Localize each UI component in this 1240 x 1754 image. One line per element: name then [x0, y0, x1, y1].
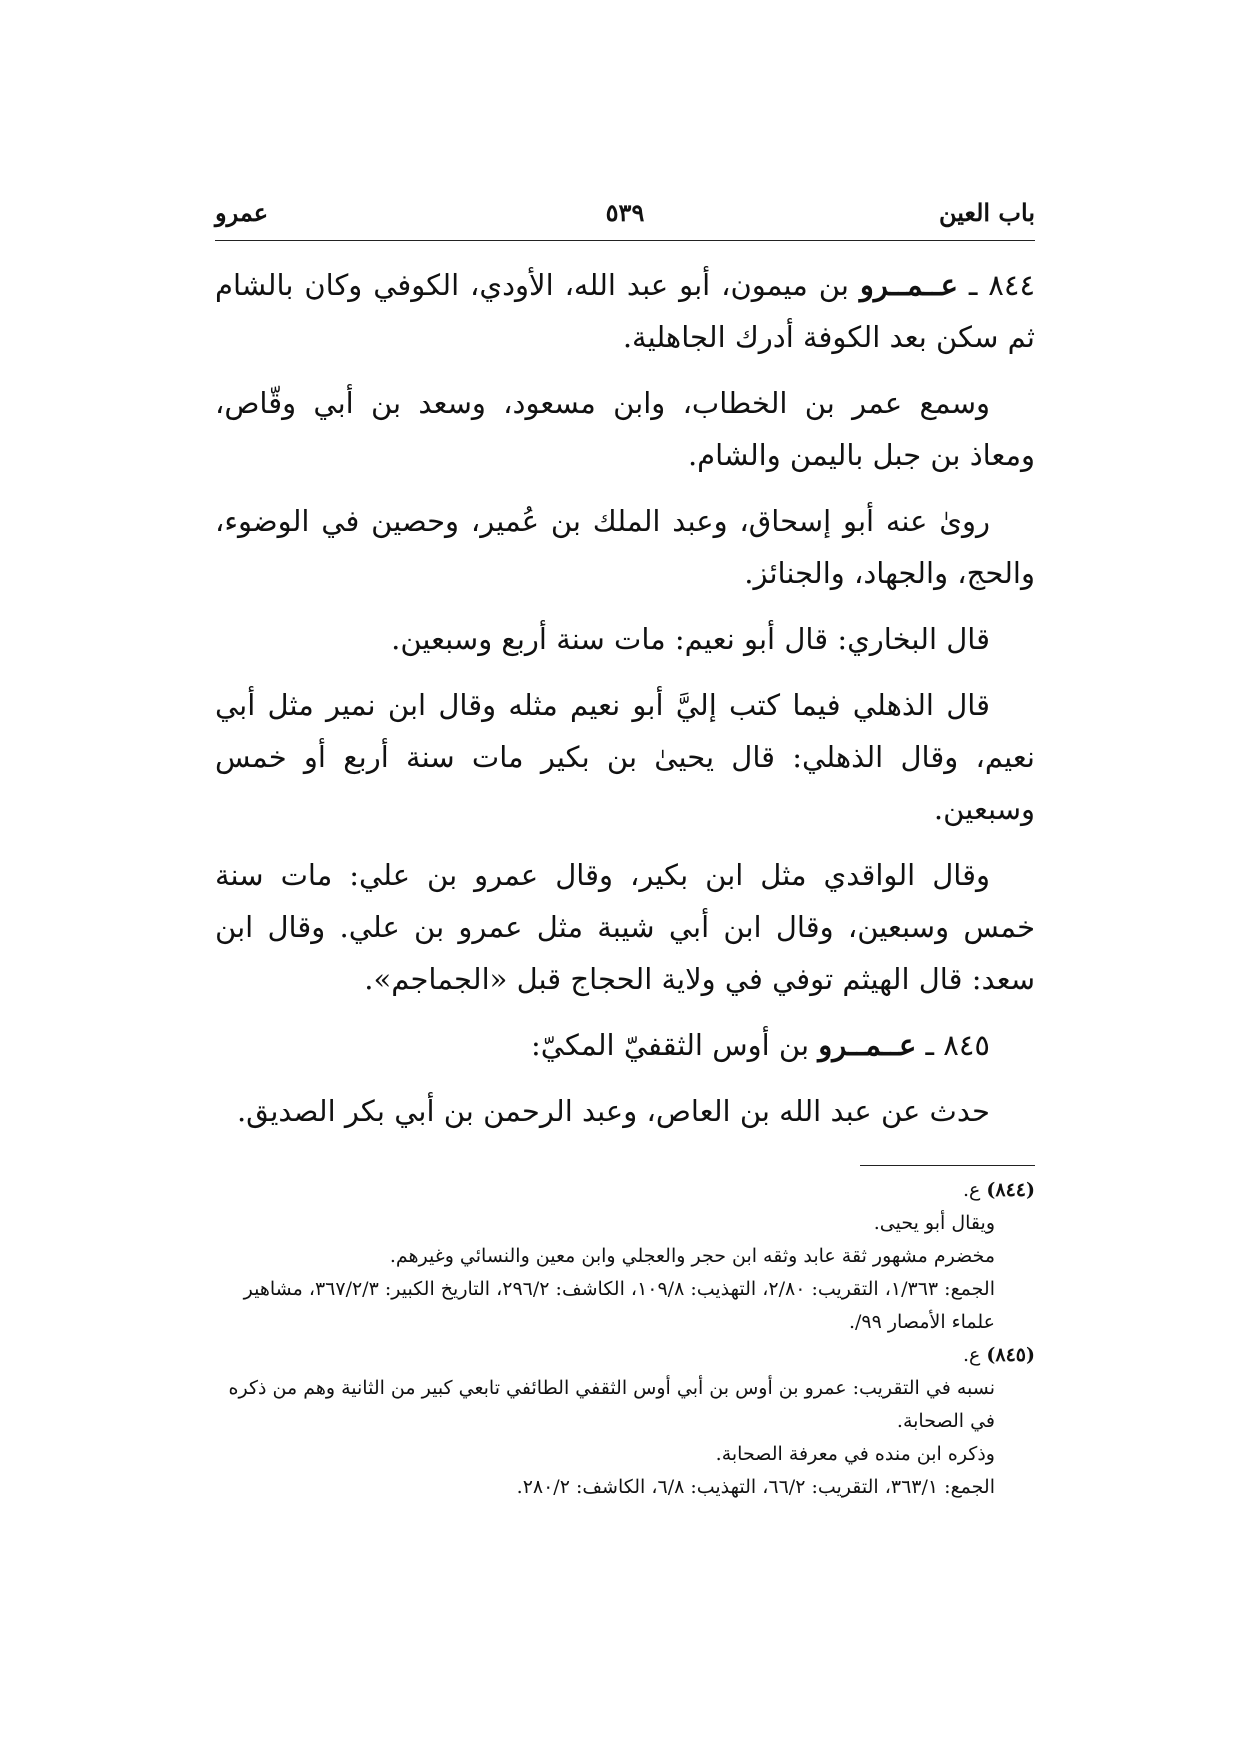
footnote-line: وذكره ابن منده في معرفة الصحابة. [715, 1443, 995, 1465]
footnote-line: الجمع: ٣٦٣/١، التقريب: ٦٦/٢، التهذيب: ٦/٨، الكاشف: ٢٨٠/٢. [516, 1476, 995, 1498]
entry-845-heading-paragraph [215, 1019, 1035, 1071]
footnote-line: نسبه في التقريب: عمرو بن أوس بن أبي أوس الثقفي الطائفي تابعي كبير من الثانية وهم من ذكره في الصحابة. [228, 1377, 995, 1432]
footnote-divider [860, 1165, 1035, 1166]
footnote-845-ref [215, 1339, 1035, 1372]
footnote-844-ref [215, 1174, 1035, 1207]
entry-844-heading-paragraph [215, 259, 1035, 363]
footnotes [215, 1174, 1035, 1504]
main-text [215, 259, 1035, 1137]
header-keyword: عمرو [215, 198, 269, 227]
section-title: باب العين [938, 198, 1035, 227]
entry-name: عــمــرو [859, 268, 958, 302]
paragraph: روىٰ عنه أبو إسحاق، وعبد الملك بن عُمير، وحصين في الوضوء، والحج، والجهاد، والجنائز. [215, 504, 1035, 590]
footnote-line: مخضرم مشهور ثقة عابد وثقه ابن حجر والعجلي وابن معين والنسائي وغيرهم. [389, 1245, 995, 1267]
paragraph: حدث عن عبد الله بن العاص، وعبد الرحمن بن أبي بكر الصديق. [236, 1094, 990, 1128]
entry-text: بن ميمون، أبو عبد الله، الأودي، الكوفي وكان بالشام ثم سكن بعد الكوفة أدرك الجاهلية. [215, 268, 1035, 354]
footnote-ref: (٨٤٤) [986, 1179, 1035, 1201]
entry-number: ٨٤٥ ـ [925, 1028, 990, 1062]
footnote-ref-suffix: ع. [962, 1179, 981, 1201]
footnote-ref: (٨٤٥) [986, 1344, 1035, 1366]
running-header [215, 190, 1035, 241]
page-number: ٥٣٩ [605, 198, 645, 227]
footnote-line: ويقال أبو يحيى. [873, 1212, 995, 1234]
book-page [215, 190, 1035, 1504]
paragraph: وسمع عمر بن الخطاب، وابن مسعود، وسعد بن أبي وقّاص، ومعاذ بن جبل باليمن والشام. [215, 386, 1035, 472]
entry-text: بن أوس الثقفيّ المكيّ: [531, 1028, 810, 1062]
entry-number: ٨٤٤ ـ [968, 268, 1036, 302]
paragraph: قال الذهلي فيما كتب إليَّ أبو نعيم مثله وقال ابن نمير مثل أبي نعيم، وقال الذهلي: قال يحيىٰ بن بكير مات سنة أربع أو خمس وسبعين. [215, 688, 1035, 826]
paragraph: قال البخاري: قال أبو نعيم: مات سنة أربع وسبعين. [391, 622, 990, 656]
footnote-line: الجمع: ١/٣٦٣، التقريب: ٢/٨٠، التهذيب: ١٠٩/٨، الكاشف: ٢٩٦/٢، التاريخ الكبير: ٣٦٧/٢/٣، مشاهير علماء الأمصار ٩٩/. [243, 1278, 995, 1333]
footnote-ref-suffix: ع. [962, 1344, 981, 1366]
entry-name: عــمــرو [818, 1028, 917, 1062]
paragraph: وقال الواقدي مثل ابن بكير، وقال عمرو بن علي: مات سنة خمس وسبعين، وقال ابن أبي شيبة مثل عمرو بن علي. وقال ابن سعد: قال الهيثم توفي في ولاية الحجاج قبل «الجماجم». [215, 858, 1035, 996]
